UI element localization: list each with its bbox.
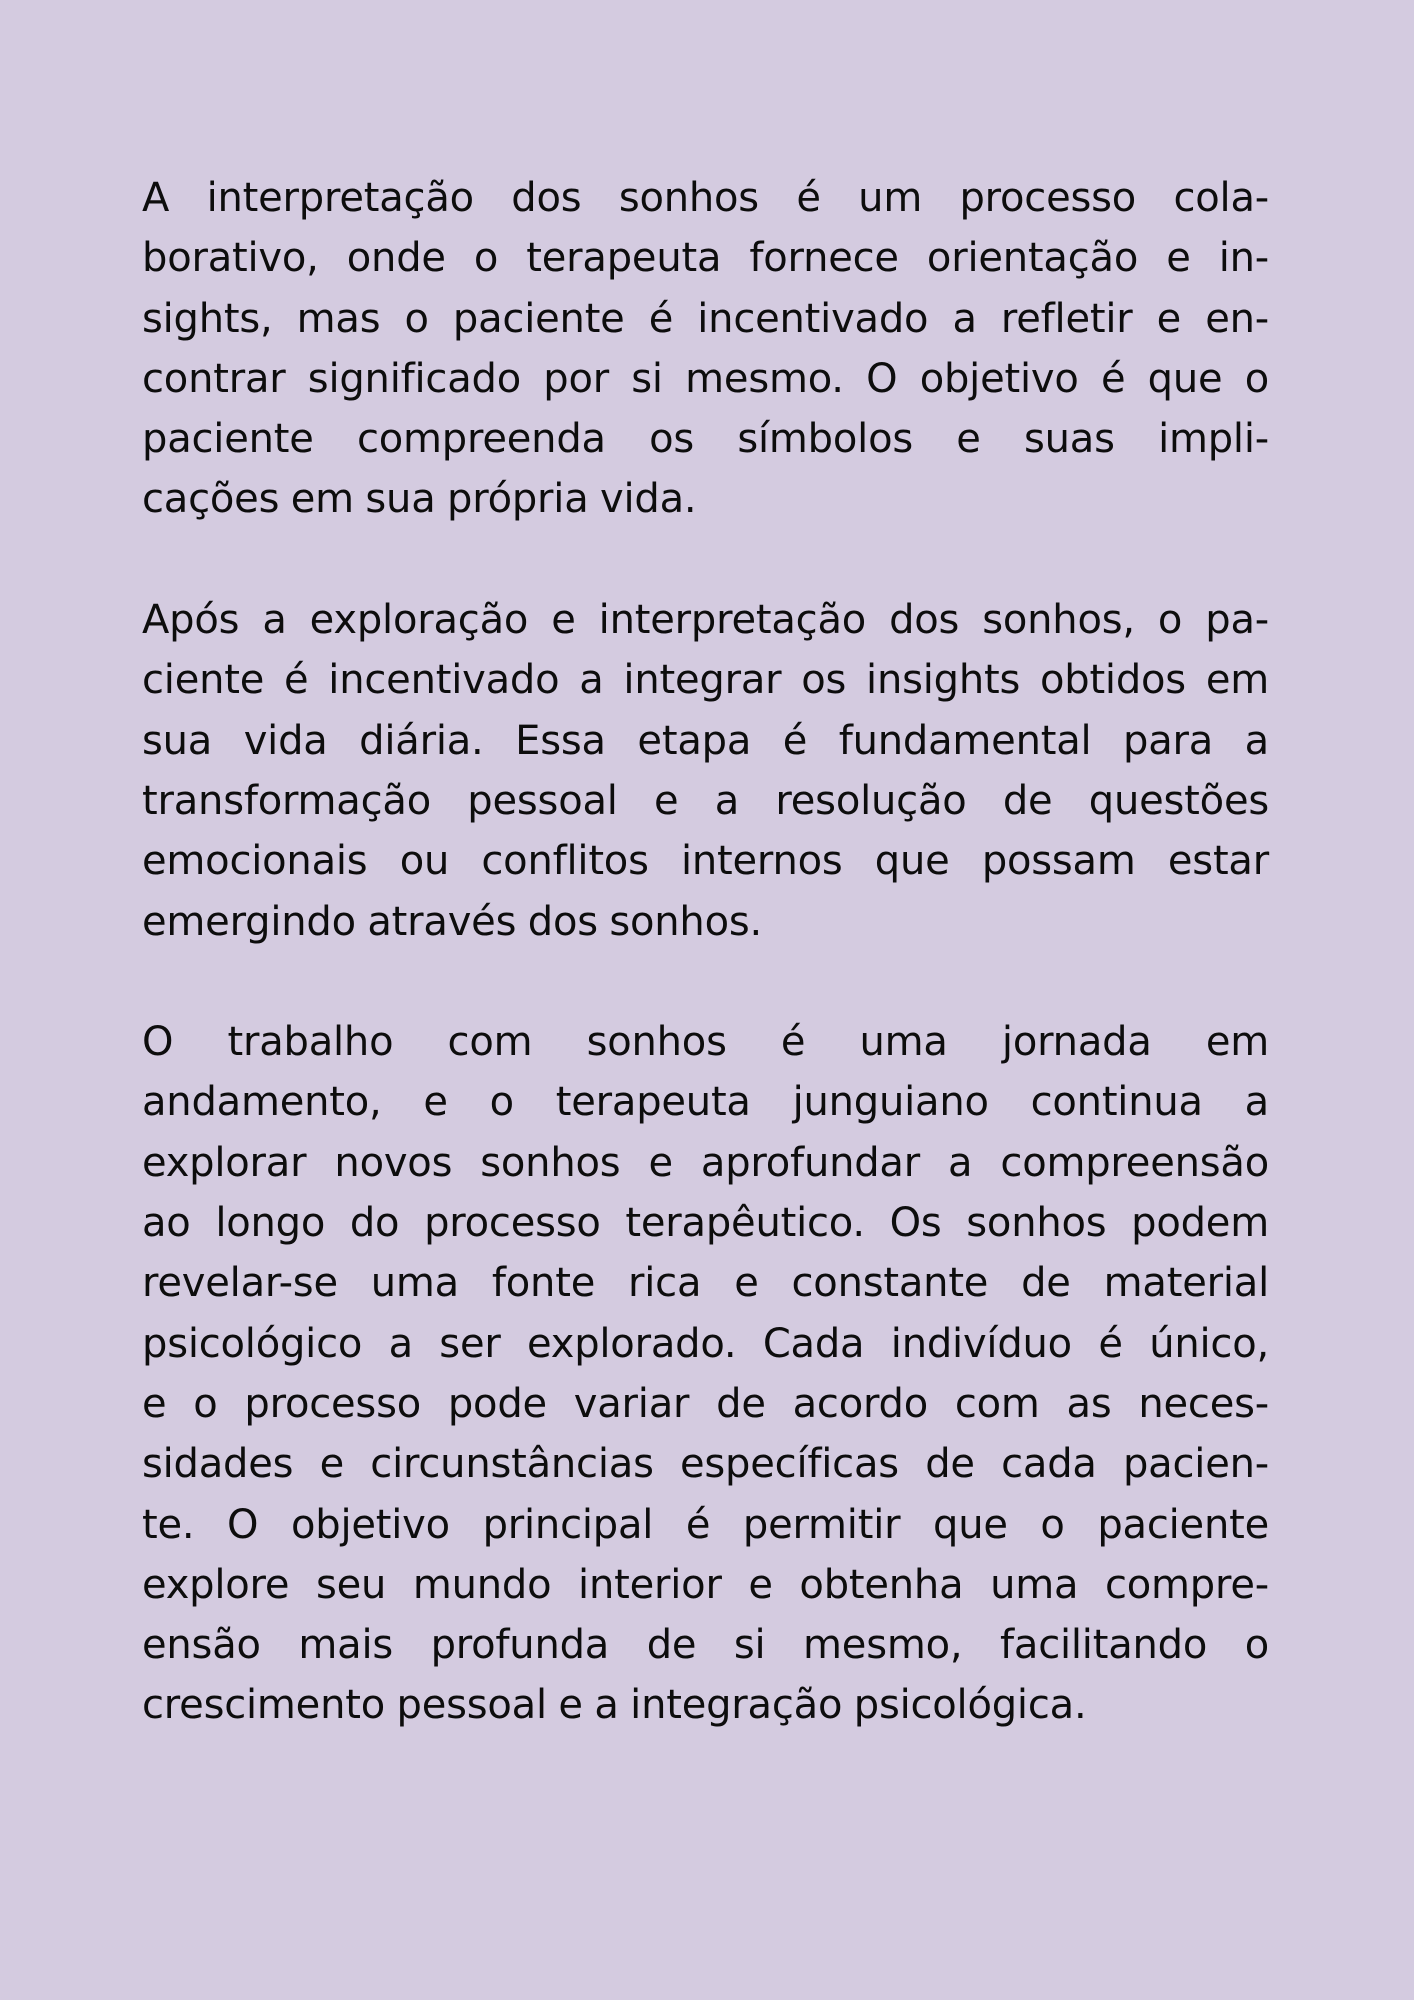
text-line: cações em sua própria vida.: [142, 476, 697, 523]
text-line: ao longo do processo terapêutico. Os sonhos podem: [142, 1200, 1269, 1247]
text-line: te. O objetivo principal é permitir que o paciente: [142, 1501, 1269, 1548]
text-line: sidades e circunstâncias específicas de cada pacien-: [142, 1441, 1269, 1488]
paragraph-2: [142, 590, 1269, 952]
text-line: sua vida diária. Essa etapa é fundamental para a: [142, 717, 1269, 764]
paragraph-3: [142, 1012, 1269, 1736]
text-line: e o processo pode variar de acordo com as neces-: [142, 1380, 1269, 1427]
text-line: contrar significado por si mesmo. O objetivo é que o: [142, 355, 1269, 402]
text-line: Após a exploração e interpretação dos sonhos, o pa-: [142, 597, 1269, 644]
text-line: emocionais ou conflitos internos que possam estar: [142, 838, 1269, 885]
text-line: revelar-se uma fonte rica e constante de material: [142, 1260, 1269, 1307]
text-line: O trabalho com sonhos é uma jornada em: [142, 1019, 1269, 1066]
paragraph-1: [142, 168, 1269, 530]
text-line: explorar novos sonhos e aprofundar a compreensão: [142, 1139, 1269, 1186]
text-line: explore seu mundo interior e obtenha uma compre-: [142, 1561, 1269, 1608]
text-line: ensão mais profunda de si mesmo, facilitando o: [142, 1622, 1269, 1669]
text-line: emergindo através dos sonhos.: [142, 898, 763, 945]
text-line: transformação pessoal e a resolução de questões: [142, 777, 1269, 824]
body-text: [142, 168, 1269, 1736]
text-line: andamento, e o terapeuta junguiano continua a: [142, 1079, 1269, 1126]
text-line: paciente compreenda os símbolos e suas impli-: [142, 416, 1269, 463]
text-line: ciente é incentivado a integrar os insights obtidos em: [142, 657, 1269, 704]
text-line: psicológico a ser explorado. Cada indivíduo é único,: [142, 1320, 1269, 1367]
text-line: A interpretação dos sonhos é um processo cola-: [142, 175, 1269, 221]
text-line: borativo, onde o terapeuta fornece orientação e in-: [142, 235, 1269, 282]
text-line: sights, mas o paciente é incentivado a refletir e en-: [142, 295, 1269, 342]
text-line: crescimento pessoal e a integração psicológica.: [142, 1682, 1087, 1729]
